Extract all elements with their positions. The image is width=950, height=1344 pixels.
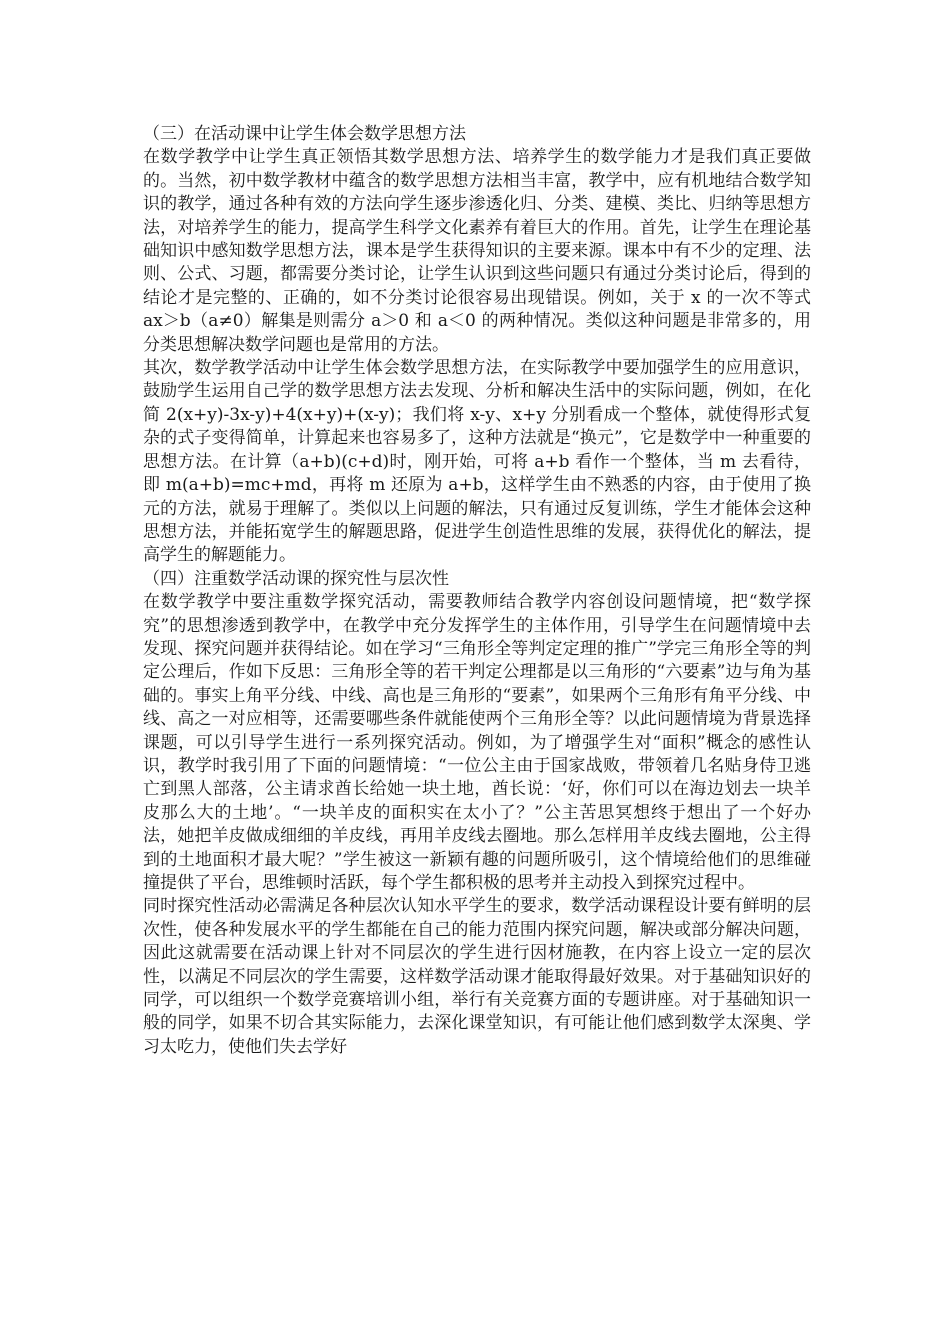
paragraph: 在数学教学中让学生真正领悟其数学思想方法、培养学生的数学能力才是我们真正要做的。当然，初中数学教材中蕴含的数学思想方法相当丰富，教学中，应有机地结合数学知识的教学，通过各种有效的方法向学生逐步渗透化归、分类、建模、类比、归纳等思想方法，对培养学生的能力，提高学生科学文化素养有着巨大的作用。首先，让学生在理论基础知识中感知数学思想方法，课本是学生获得知识的主要来源。课本中有不少的定理、法则、公式、习题，都需要分类讨论，让学生认识到这些问题只有通过分类讨论后，得到的结论才是完整的、正确的，如不分类讨论很容易出现错误。例如，关于 x 的一次不等式 ax＞b（a≠0）解集是则需分 a＞0 和 a＜0 的两种情况。类似这种问题是非常多的，用分类思想解决数学问题也是常用的方法。 — [143, 147, 811, 355]
paragraph: 在数学教学中要注重数学探究活动，需要教师结合教学内容创设问题情境，把“数学探究”的思想渗透到教学中，在教学中充分发挥学生的主体作用，引导学生在问题情境中去发现、探究问题并获得结论。如在学习“三角形全等判定定理的推广”学完三角形全等的判定公理后，作如下反思：三角形全等的若干判定公理都是以三角形的“六要素”边与角为基础的。事实上角平分线、中线、高也是三角形的“要素”，如果两个三角形有角平分线、中线、高之一对应相等，还需要哪些条件就能使两个三角形全等？以此问题情境为背景选择课题，可以引导学生进行一系列探究活动。例如，为了增强学生对“面积”概念的感性认识，教学时我引用了下面的问题情境：“一位公主由于国家战败，带领着几名贴身侍卫逃亡到黑人部落，公主请求酋长给她一块土地，酋长说：‘好，你们可以在海边划去一块羊皮那么大的土地’。“一块羊皮的面积实在太小了？”公主苦思冥想终于想出了一个好办法，她把羊皮做成细细的羊皮线，再用羊皮线去圈地。那么怎样用羊皮线去圈地，公主得到的土地面积才最大呢？”学生被这一新颖有趣的问题所吸引，这个情境给他们的思维碰撞提供了平台，思维顿时活跃，每个学生都积极的思考并主动投入到探究过程中。 — [143, 592, 811, 893]
section-heading-3: （三）在活动课中让学生体会数学思想方法 — [143, 124, 466, 144]
document-page — [143, 123, 811, 1059]
paragraph: 同时探究性活动必需满足各种层次认知水平学生的要求，数学活动课程设计要有鲜明的层次性，使各种发展水平的学生都能在自己的能力范围内探究问题，解决或部分解决问题，因此这就需要在活动课上针对不同层次的学生进行因材施教，在内容上设立一定的层次性，以满足不同层次的学生需要，这样数学活动课才能取得最好效果。对于基础知识好的同学，可以组织一个数学竞赛培训小组，举行有关竞赛方面的专题讲座。对于基础知识一般的同学，如果不切合其实际能力，去深化课堂知识，有可能让他们感到数学太深奥、学习太吃力，使他们失去学好 — [143, 896, 811, 1057]
paragraph: 其次，数学教学活动中让学生体会数学思想方法，在实际教学中要加强学生的应用意识，鼓励学生运用自己学的数学思想方法去发现、分析和解决生活中的实际问题，例如，在化简 2(x+y)-3x-y)+4(x+y)+(x-y)；我们将 x-y、x+y 分别看成一个整体，就使得形式复杂的式子变得简单，计算起来也容易多了，这种方法就是“换元”，它是数学中一种重要的思想方法。在计算（a+b)(c+d)时，刚开始，可将 a+b 看作一个整体，当 m 去看待，即 m(a+b)=mc+md，再将 m 还原为 a+b，这样学生由不熟悉的内容，由于使用了换元的方法，就易于理解了。类似以上问题的解法，只有通过反复训练，学生才能体会这种思想方法，并能拓宽学生的解题思路，促进学生创造性思维的发展，获得优化的解法，提高学生的解题能力。 — [143, 358, 811, 566]
section-heading-4: （四）注重数学活动课的探究性与层次性 — [143, 568, 449, 589]
